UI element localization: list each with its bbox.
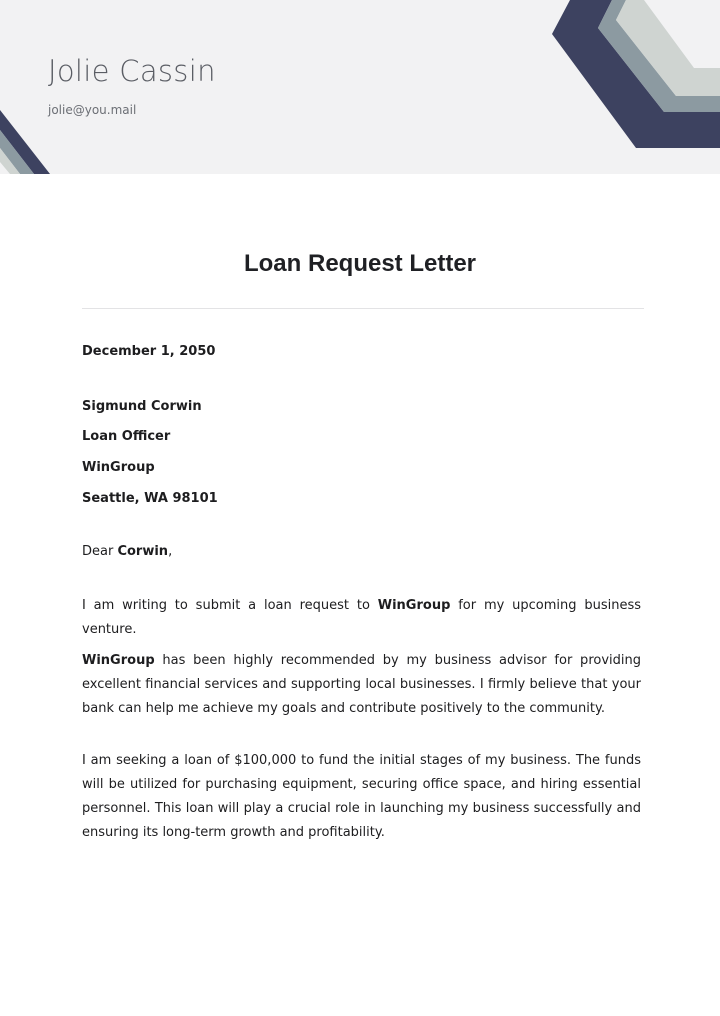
paragraph-intro-before: I am writing to submit a loan request to (82, 598, 378, 613)
salutation-suffix: , (168, 544, 173, 559)
paragraph-recommendation-text: has been highly recommended by my business advisor for providing excellent financial services and supporting local businesses. I firmly believe that your bank can help me achieve my goals and contribute positively to the community. (82, 653, 641, 716)
paragraph-recommendation (82, 649, 641, 721)
recipient-name: Sigmund Corwin (82, 399, 202, 414)
document-title: Loan Request Letter (243, 250, 477, 277)
paragraph-loan-details: I am seeking a loan of $100,000 to fund the initial stages of my business. The funds will be utilized for purchasing equipment, securing office space, and hiring essential personnel. This loan will play a crucial role in launching my business successfully and ensuring its long-term growth and profitability. (82, 753, 641, 840)
salutation (82, 540, 641, 564)
sender-email: jolie@you.mail (48, 103, 137, 117)
recipient-title: Loan Officer (82, 429, 171, 444)
paragraph-intro-after: for my upcoming business venture. (82, 598, 642, 637)
recipient-company: WinGroup (82, 460, 155, 475)
letter-date: December 1, 2050 (82, 344, 216, 359)
salutation-prefix: Dear (82, 544, 118, 559)
paragraph-intro-company: WinGroup (377, 598, 451, 613)
paragraph-recommendation-company: WinGroup (82, 653, 155, 668)
salutation-name: Corwin (117, 544, 169, 559)
sender-name: Jolie Cassin (48, 54, 216, 88)
paragraph-intro (82, 594, 641, 642)
divider (82, 308, 644, 309)
recipient-address: Seattle, WA 98101 (82, 491, 218, 506)
letterhead (0, 0, 720, 174)
